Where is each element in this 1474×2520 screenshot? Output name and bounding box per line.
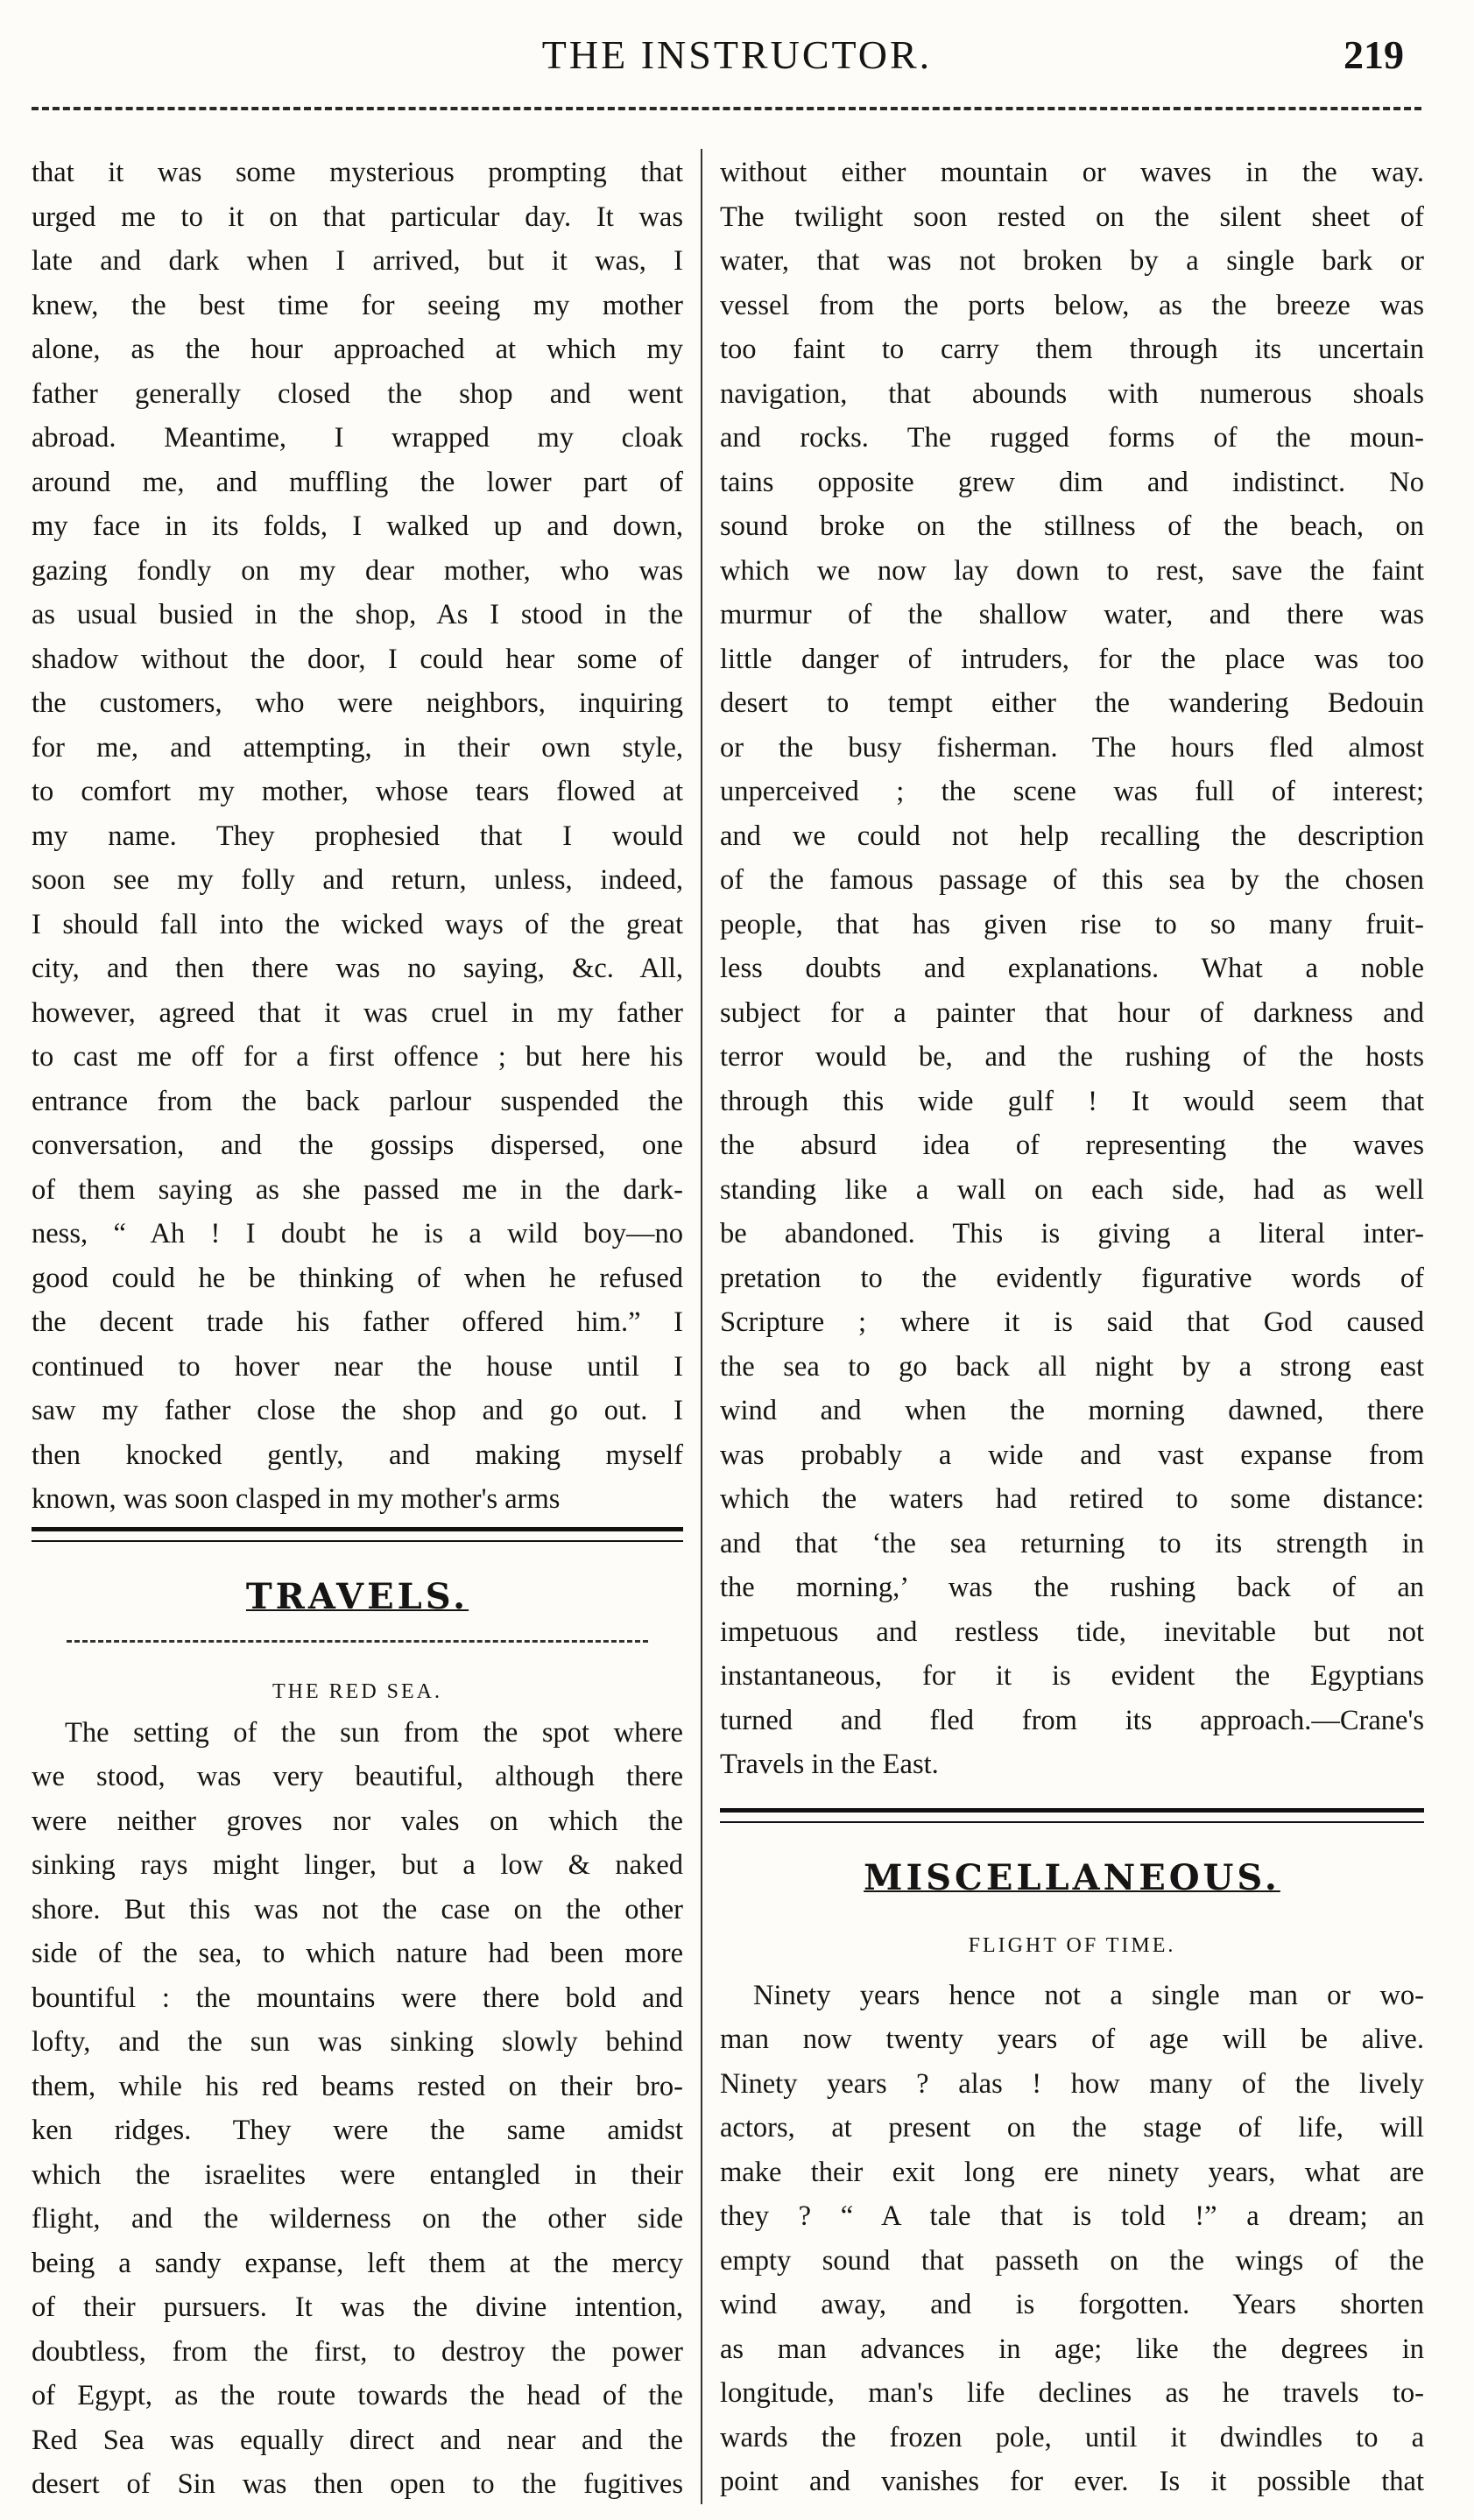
text-line: shadow without the door, I could hear some of bbox=[32, 643, 683, 675]
heading-rule bbox=[67, 1640, 648, 1643]
text-line: doubtless, from the first, to destroy the power bbox=[32, 2335, 683, 2368]
text-line: they ? “ A tale that is told !” a dream; an bbox=[720, 2200, 1424, 2232]
text-line: Travels in the East. bbox=[720, 1749, 939, 1780]
text-line: subject for a painter that hour of darkness and bbox=[720, 996, 1424, 1029]
text-line: bountiful : the mountains were there bold and bbox=[32, 1982, 683, 2014]
text-line: of their pursuers. It was the divine intention, bbox=[32, 2291, 683, 2323]
text-line: that it was some mysterious prompting that bbox=[32, 157, 683, 188]
text-line: make their exit long ere ninety years, what are bbox=[720, 2156, 1424, 2188]
text-line: late and dark when I arrived, but it was, I bbox=[32, 245, 683, 277]
text-line: my name. They prophesied that I would bbox=[32, 820, 683, 852]
text-line: navigation, that abounds with numerous shoals bbox=[720, 377, 1424, 410]
section-rule bbox=[32, 1527, 683, 1542]
article-title-flight-of-time: FLIGHT OF TIME. bbox=[968, 1933, 1176, 1957]
section-rule bbox=[720, 1808, 1424, 1823]
text-line: alone, as the hour approached at which my bbox=[32, 334, 683, 365]
text-line: water, that was not broken by a single bark or bbox=[720, 245, 1424, 277]
text-line: and that ‘the sea returning to its strength in bbox=[720, 1527, 1424, 1559]
text-line: sound broke on the stillness of the beach, on bbox=[720, 510, 1424, 542]
text-line: saw my father close the shop and go out. I bbox=[32, 1395, 683, 1426]
right-column bbox=[720, 151, 1424, 2504]
text-line: through this wide gulf ! It would seem that bbox=[720, 1085, 1424, 1117]
running-head bbox=[0, 32, 1474, 84]
text-line: little danger of intruders, for the place was too bbox=[720, 643, 1424, 675]
text-line: wards the frozen pole, until it dwindles to a bbox=[720, 2421, 1424, 2453]
text-line: standing like a wall on each side, had as well bbox=[720, 1173, 1424, 1206]
text-line: around me, and muffling the lower part of bbox=[32, 466, 683, 498]
text-line: of them saying as she passed me in the dark- bbox=[32, 1173, 683, 1206]
text-line: then knocked gently, and making myself bbox=[32, 1439, 683, 1471]
text-line: be abandoned. This is giving a literal inter- bbox=[720, 1218, 1424, 1249]
text-line: the decent trade his father offered him.” I bbox=[32, 1306, 683, 1338]
left-column bbox=[32, 151, 683, 2507]
text-line: pretation to the evidently figurative words of bbox=[720, 1262, 1424, 1294]
text-line: known, was soon clasped in my mother's arms bbox=[32, 1483, 561, 1515]
text-line: which we now lay down to rest, save the faint bbox=[720, 554, 1424, 587]
text-line: to comfort my mother, whose tears flowed at bbox=[32, 776, 683, 807]
text-line: vessel from the ports below, as the breeze was bbox=[720, 289, 1424, 321]
text-line: actors, at present on the stage of life, will bbox=[720, 2112, 1424, 2143]
text-line: and we could not help recalling the description bbox=[720, 820, 1424, 852]
text-line: shore. But this was not the case on the other bbox=[32, 1893, 683, 1925]
text-line: longitude, man's life declines as he travels to- bbox=[720, 2377, 1424, 2409]
text-line: too faint to carry them through its uncertain bbox=[720, 334, 1424, 365]
text-line: desert to tempt either the wandering Bedouin bbox=[720, 687, 1424, 719]
header-rule bbox=[32, 107, 1421, 110]
text-line: the morning,’ was the rushing back of an bbox=[720, 1572, 1424, 1603]
text-line: the customers, who were neighbors, inquiring bbox=[32, 687, 683, 719]
text-line: side of the sea, to which nature had been more bbox=[32, 1938, 683, 1969]
text-line: flight, and the wilderness on the other side bbox=[32, 2203, 683, 2235]
running-title: THE INSTRUCTOR. bbox=[541, 32, 933, 77]
continued-red-sea bbox=[720, 151, 1424, 1787]
text-line: was probably a wide and vast expanse from bbox=[720, 1439, 1424, 1471]
text-line: city, and then there was no saying, &c. All, bbox=[32, 953, 683, 984]
text-line: good could he be thinking of when he refused bbox=[32, 1262, 683, 1294]
text-line: The setting of the sun from the spot where bbox=[65, 1716, 683, 1749]
text-line: entrance from the back parlour suspended the bbox=[32, 1085, 683, 1117]
text-line: urged me to it on that particular day. It was bbox=[32, 201, 683, 233]
text-line: or the busy fisherman. The hours fled almost bbox=[720, 731, 1424, 764]
continued-story bbox=[32, 151, 683, 1522]
text-line: The twilight soon rested on the silent sheet of bbox=[720, 201, 1424, 233]
text-line: murmur of the shallow water, and there was bbox=[720, 599, 1424, 630]
text-line: terror would be, and the rushing of the hosts bbox=[720, 1041, 1424, 1073]
text-line: which the israelites were entangled in their bbox=[32, 2158, 683, 2191]
text-line: ken ridges. They were the same amidst bbox=[32, 2115, 683, 2146]
text-line: desert of Sin was then open to the fugitives bbox=[32, 2468, 683, 2500]
column-divider bbox=[701, 149, 702, 2504]
article-red-sea bbox=[32, 1711, 683, 2507]
section-heading-miscellaneous: MISCELLANEOUS. bbox=[864, 1856, 1280, 1898]
text-line: Ninety years ? alas ! how many of the lively bbox=[720, 2067, 1424, 2100]
text-line: I should fall into the wicked ways of the great bbox=[32, 908, 683, 940]
text-line: which the waters had retired to some distance: bbox=[720, 1483, 1424, 1515]
text-line: point and vanishes for ever. Is it possible that bbox=[720, 2466, 1424, 2497]
text-line: them, while his red beams rested on their bro- bbox=[32, 2070, 683, 2102]
text-line: the sea to go back all night by a strong east bbox=[720, 1350, 1424, 1383]
text-line: people, that has given rise to so many fruit- bbox=[720, 908, 1424, 940]
text-line: Red Sea was equally direct and near and the bbox=[32, 2424, 683, 2456]
text-line: we stood, was very beautiful, although there bbox=[32, 1761, 683, 1792]
text-line: father generally closed the shop and went bbox=[32, 377, 683, 410]
article-title-red-sea: THE RED SEA. bbox=[272, 1679, 442, 1703]
text-line: of Egypt, as the route towards the head of the bbox=[32, 2380, 683, 2411]
text-line: less doubts and explanations. What a noble bbox=[720, 953, 1424, 984]
text-line: as usual busied in the shop, As I stood in the bbox=[32, 599, 683, 630]
text-line: instantaneous, for it is evident the Egyptians bbox=[720, 1660, 1424, 1692]
text-line: wind and when the morning dawned, there bbox=[720, 1395, 1424, 1426]
text-line: sinking rays might linger, but a low & naked bbox=[32, 1849, 683, 1881]
text-line: the absurd idea of representing the waves bbox=[720, 1130, 1424, 1161]
text-line: abroad. Meantime, I wrapped my cloak bbox=[32, 422, 683, 454]
text-line: knew, the best time for seeing my mother bbox=[32, 289, 683, 321]
article-flight-of-time bbox=[720, 1974, 1424, 2504]
text-line: gazing fondly on my dear mother, who was bbox=[32, 554, 683, 587]
text-line: unperceived ; the scene was full of interest; bbox=[720, 776, 1424, 807]
text-line: my face in its folds, I walked up and down, bbox=[32, 510, 683, 542]
text-line: tains opposite grew dim and indistinct. No bbox=[720, 466, 1424, 498]
page-number: 219 bbox=[1344, 32, 1404, 77]
text-line: turned and fled from its approach.—Crane's bbox=[720, 1704, 1424, 1736]
text-line: however, agreed that it was cruel in my father bbox=[32, 996, 683, 1029]
text-line: impetuous and restless tide, inevitable but not bbox=[720, 1615, 1424, 1648]
text-line: were neither groves nor vales on which the bbox=[32, 1805, 683, 1837]
text-line: continued to hover near the house until I bbox=[32, 1350, 683, 1383]
text-line: without either mountain or waves in the way. bbox=[720, 157, 1424, 188]
text-line: wind away, and is forgotten. Years shorten bbox=[720, 2289, 1424, 2320]
section-heading-travels: TRAVELS. bbox=[245, 1575, 469, 1617]
text-line: ness, “ Ah ! I doubt he is a wild boy—no bbox=[32, 1218, 683, 1249]
text-line: as man advances in age; like the degrees in bbox=[720, 2333, 1424, 2365]
text-line: Scripture ; where it is said that God caused bbox=[720, 1306, 1424, 1338]
text-line: empty sound that passeth on the wings of the bbox=[720, 2244, 1424, 2277]
text-line: for me, and attempting, in their own style, bbox=[32, 731, 683, 764]
text-line: of the famous passage of this sea by the chosen bbox=[720, 864, 1424, 896]
text-line: soon see my folly and return, unless, indeed, bbox=[32, 864, 683, 896]
text-line: conversation, and the gossips dispersed, one bbox=[32, 1130, 683, 1161]
text-line: to cast me off for a first offence ; but here his bbox=[32, 1041, 683, 1073]
text-line: Ninety years hence not a single man or wo- bbox=[753, 1979, 1424, 2011]
text-line: lofty, and the sun was sinking slowly behind bbox=[32, 2026, 683, 2058]
text-line: being a sandy expanse, left them at the mercy bbox=[32, 2247, 683, 2279]
text-line: and rocks. The rugged forms of the moun- bbox=[720, 422, 1424, 454]
text-line: man now twenty years of age will be alive. bbox=[720, 2024, 1424, 2055]
